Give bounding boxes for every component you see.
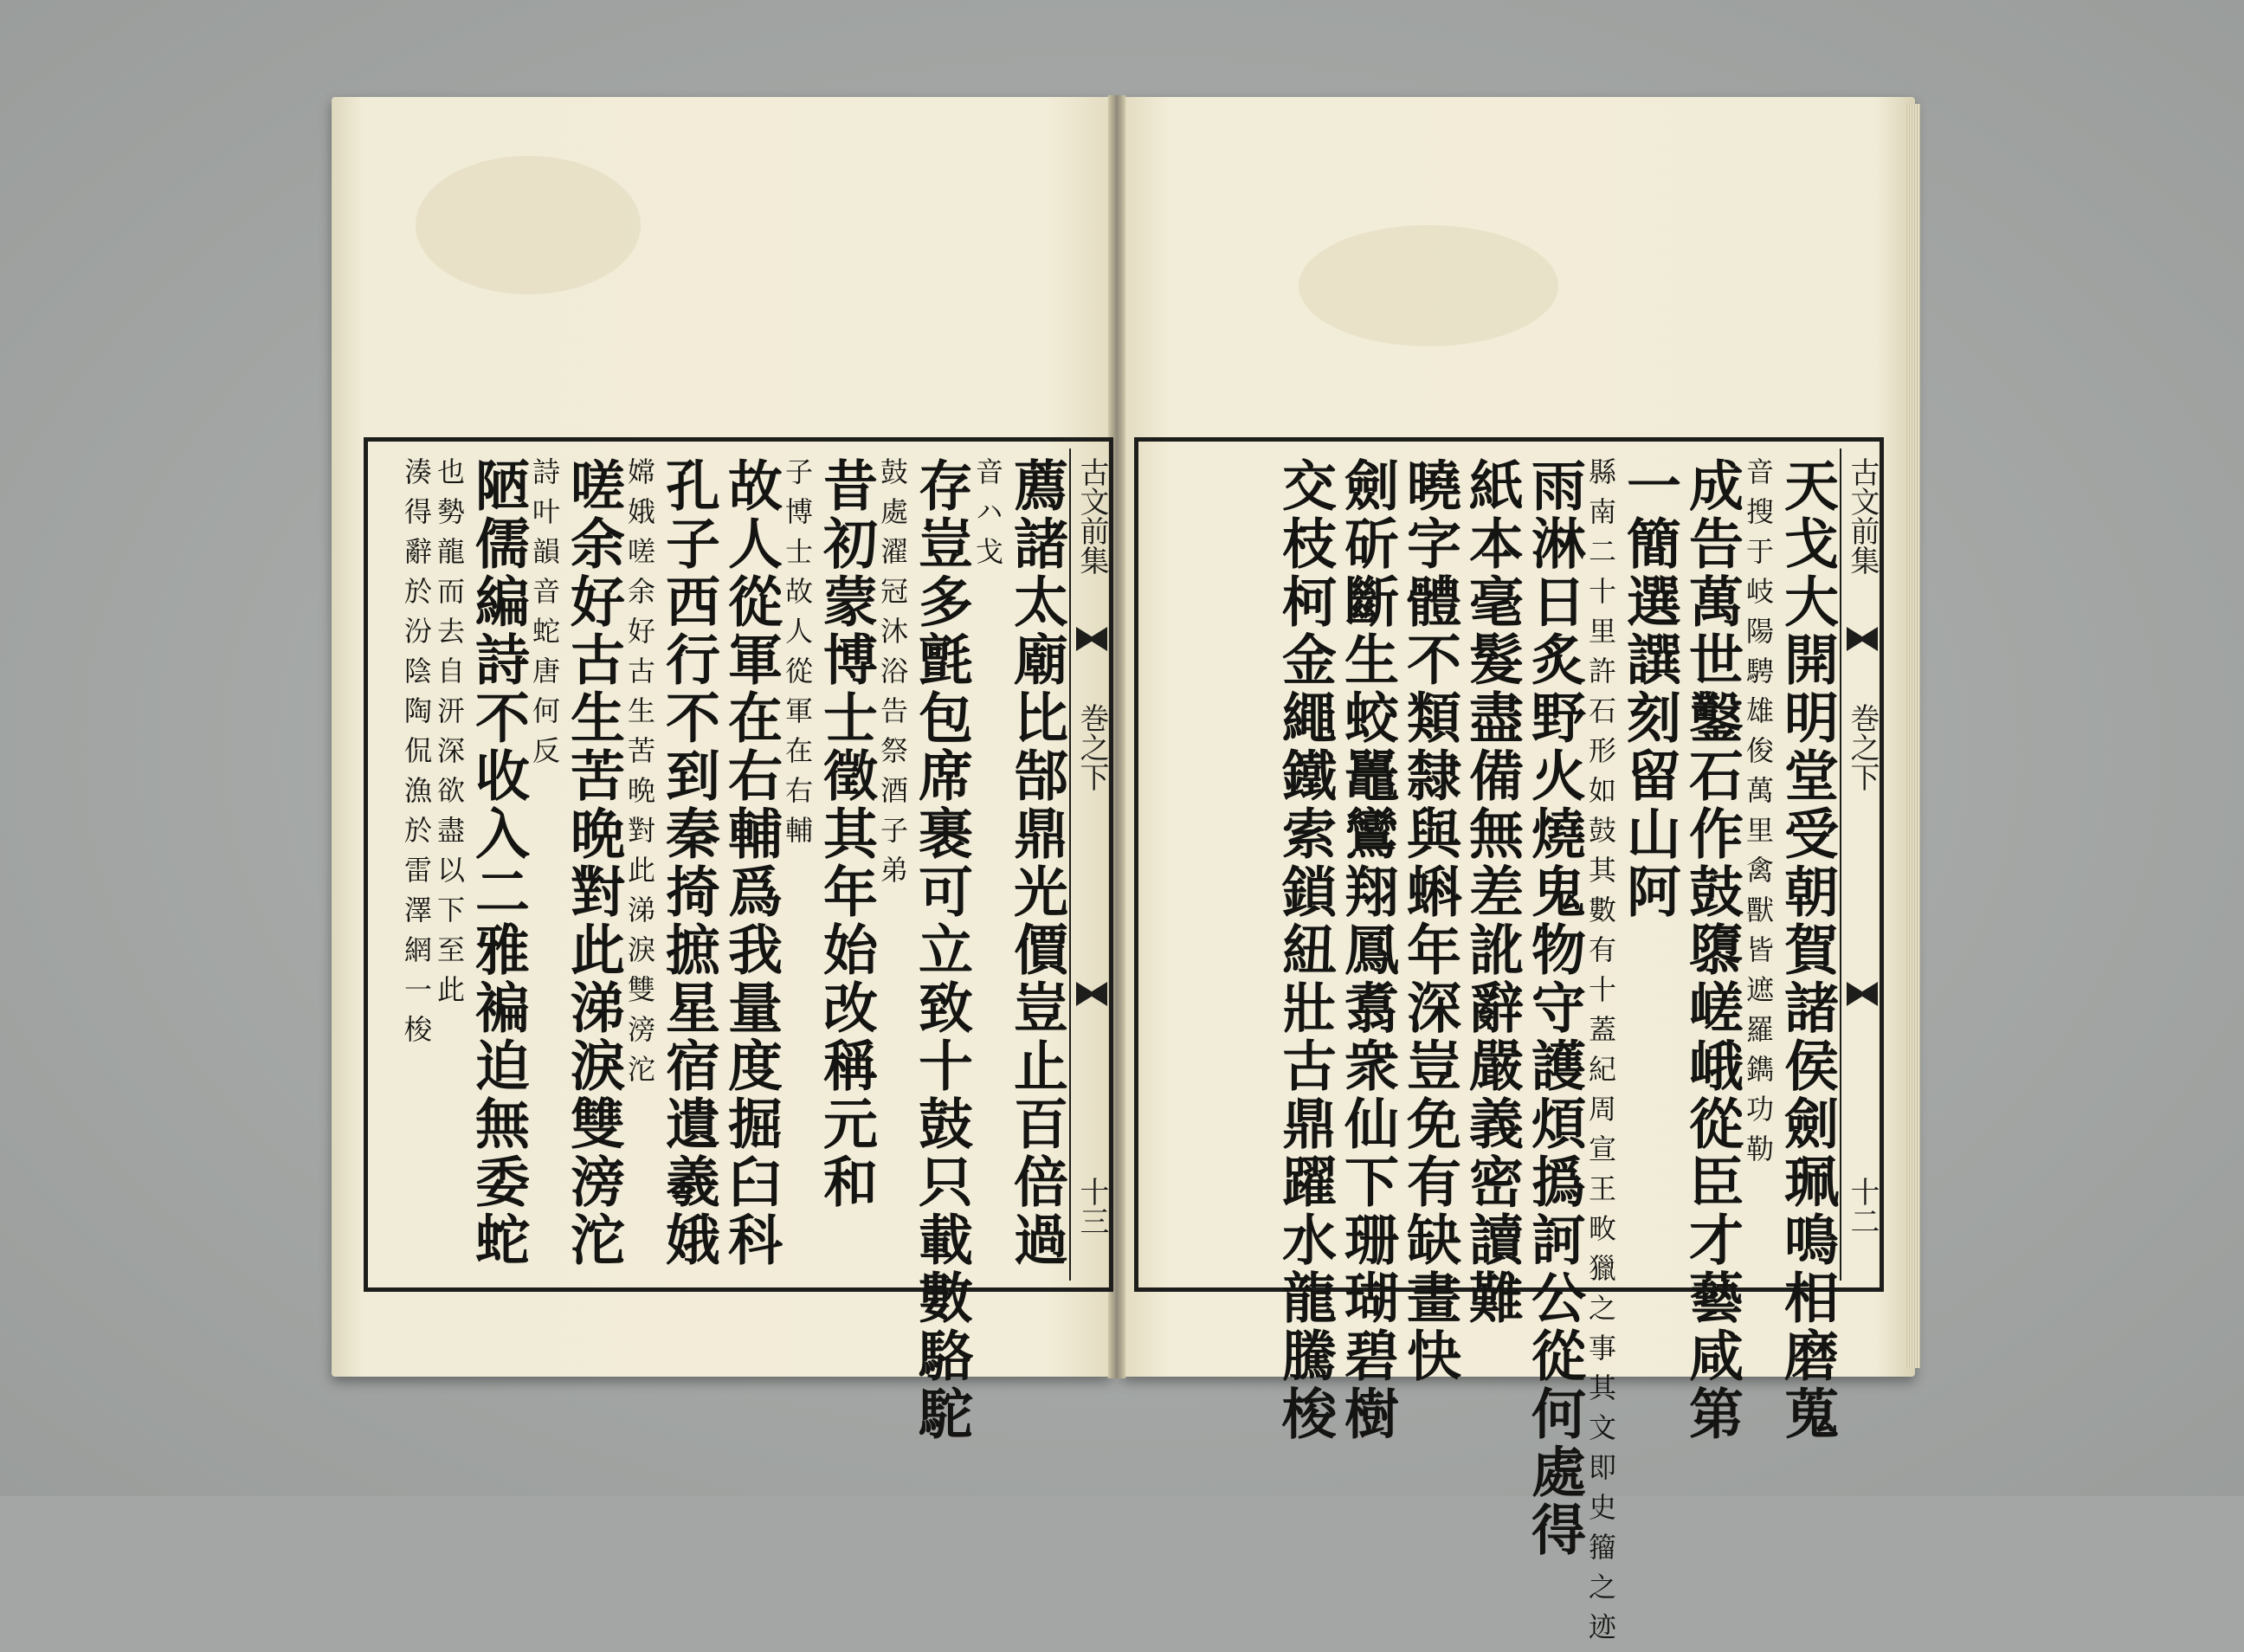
right-folio-number: 十二 (1845, 1177, 1880, 1236)
text-column: 音ハ戈 (971, 457, 1004, 577)
text-column: 也勢龍而去自汧深欲盡以下至此 (433, 457, 466, 1015)
text-column: 音搜于岐陽騁雄俊萬里禽獸皆遮羅鐫功勒 (1742, 457, 1775, 1174)
right-running-title: 古文前集 (1845, 457, 1880, 575)
fish-tail-mark-icon (1076, 627, 1107, 651)
right-hashira (1845, 442, 1880, 1287)
text-column: 昔初蒙博士徵其年始改稱元和 (815, 457, 879, 1211)
right-text-frame (1134, 437, 1884, 1652)
text-column: 一簡選譔刻留山阿 (1618, 457, 1682, 921)
text-column: 嫦娥嗟余好古生苦晩對此涕淚雙滂沱 (623, 457, 656, 1094)
left-volume-label: 巻之下 (1074, 703, 1109, 791)
text-column: 紙本毫髮盡備無差訛辭嚴義密讀難 (1461, 457, 1525, 1327)
text-column: 湊得辭於汾陰陶侃漁於雷澤網一梭 (400, 457, 433, 1055)
left-text-columns (384, 457, 1069, 1443)
text-column: 曉字體不類隸與蝌年深豈免有缺畫快 (1398, 457, 1462, 1385)
text-column: 鼓處濯冠沐浴告祭酒子弟 (876, 457, 909, 895)
text-column: 天戈大開明堂受朝賀諸侯劍珮鳴相磨蒐 (1776, 457, 1840, 1443)
text-column: 交枝柯金繩鐵索鎖紐壯古鼎躍水龍騰梭 (1274, 457, 1338, 1443)
text-column: 薦諸太廟比郜鼎光價豈止百倍過 (1005, 457, 1069, 1269)
fish-tail-mark-icon (1076, 982, 1107, 1006)
left-text-frame (364, 437, 1113, 1443)
text-column: 雨淋日炙野火燒鬼物守護煩撝訶公從何處得 (1523, 457, 1587, 1559)
text-column: 縣南二十里許石形如鼓其數有十蓋紀周宣王畋獵之事其文即史籀之迹 (1584, 457, 1617, 1652)
left-running-title: 古文前集 (1074, 457, 1109, 575)
text-column: 陋儒編詩不收入二雅褊迫無委蛇 (467, 457, 531, 1269)
fish-tail-mark-icon (1847, 627, 1878, 651)
paper-stain (416, 156, 641, 294)
text-column: 劍斫斷生蛟鼉鸞翔鳳翥衆仙下珊瑚碧樹 (1336, 457, 1400, 1443)
text-column: 故人從軍在右輔爲我量度掘臼科 (719, 457, 783, 1269)
page-edges (1905, 104, 1920, 1368)
left-folio-number: 十三 (1074, 1177, 1109, 1236)
hashira-rule (1069, 448, 1071, 1281)
hashira-rule (1840, 448, 1841, 1281)
text-column: 成告萬世鑿石作鼓隳嵯峨從臣才藝咸第 (1680, 457, 1744, 1443)
text-column: 存豈多氈包席裹可立致十鼓只載數駱駝 (910, 457, 974, 1443)
text-column: 孔子西行不到秦掎摭星宿遺羲娥 (657, 457, 721, 1269)
left-hashira (1074, 442, 1109, 1287)
text-column: 嗟余好古生苦晩對此涕淚雙滂沱 (562, 457, 626, 1269)
right-volume-label: 巻之下 (1845, 703, 1880, 791)
paper-stain (1299, 225, 1558, 346)
fish-tail-mark-icon (1847, 982, 1878, 1006)
text-column: 子博士故人從軍在右輔 (781, 457, 814, 855)
right-text-columns (1149, 457, 1840, 1652)
text-column: 詩叶韻音蛇唐何反 (528, 457, 561, 776)
